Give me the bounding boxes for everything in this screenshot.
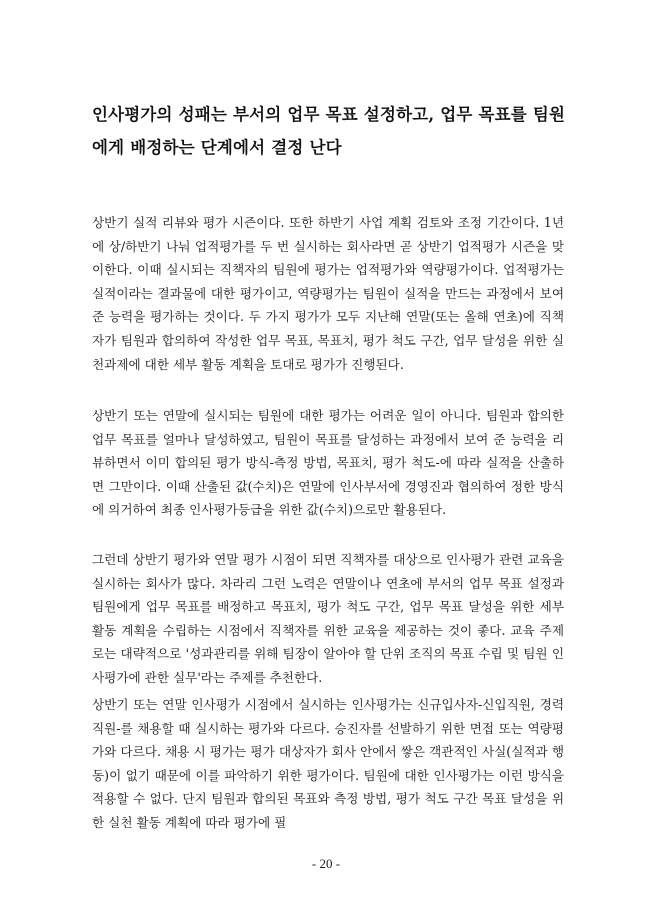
section-title: 인사평가의 성패는 부서의 업무 목표 설정하고, 업무 목표를 팀원에게 배정하는 단계에서 결정 난다	[92, 105, 566, 157]
body-paragraph-3: 그런데 상반기 평가와 연말 평가 시점이 되면 직책자를 대상으로 인사평가 관련 교육을 실시하는 회사가 많다. 차라리 그런 노력은 연말이나 연초에 부서의 업무 목표 설정과 팀원에게 업무 목표를 배정하고 목표치, 평가 척도 구간, 업무 목표 달성을 위한 세부 활동 계획을 수립하는 시점에서 직책자를 위한 교육을 제공하는 것이 좋다. 교육 주제로는 대략적으로 '성과관리를 위해 팀장이 알아야 할 단위 조직의 목표 수립 및 팀원 인사평가에 관한 실무'라는 주제를 추천한다.	[92, 552, 564, 685]
page-number: - 20 -	[311, 856, 341, 871]
body-paragraph-1: 상반기 실적 리뷰와 평가 시즌이다. 또한 하반기 사업 계획 검토와 조정 기간이다. 1년에 상/하반기 나눠 업적평가를 두 번 실시하는 회사라면 곧 상반기 업적평가 시즌을 맞이한다. 이때 실시되는 직책자의 팀원에 평가는 업적평가와 역량평가이다. 업적평가는 실적이라는 결과물에 대한 평가이고, 역량평가는 팀원이 실적을 만드는 과정에서 보여 준 능력을 평가하는 것이다. 두 가지 평가가 모두 지난해 연말(또는 올해 연초)에 직책자가 팀원과 합의하여 작성한 업무 목표, 목표치, 평가 척도 구간, 업무 달성을 위한 실천과제에 대한 세부 활동 계획을 토대로 평가가 진행된다.	[92, 215, 564, 372]
body-paragraph-4: 상반기 또는 연말 인사평가 시점에서 실시하는 인사평가는 신규입사자-신입직원, 경력직원-를 채용할 때 실시하는 평가와 다르다. 승진자를 선발하기 위한 면접 또는 역량평가와 다르다. 채용 시 평가는 평가 대상자가 회사 안에서 쌓은 객관적인 사실(실적과 행동)이 없기 때문에 이를 파악하기 위한 평가이다. 팀원에 대한 인사평가는 이런 방식을 적용할 수 없다. 단지 팀원과 합의된 목표와 측정 방법, 평가 척도 구간 목표 달성을 위한 실천 활동 계획에 따라 평가에 필	[92, 697, 564, 830]
body-paragraph-2: 상반기 또는 연말에 실시되는 팀원에 대한 평가는 어려운 일이 아니다. 팀원과 합의한 업무 목표를 얼마나 달성하였고, 팀원이 목표를 달성하는 과정에서 보여 준 능력을 리뷰하면서 이미 합의된 평가 방식-측정 방법, 목표치, 평가 척도-에 따라 실적을 산출하면 그만이다. 이때 산출된 값(수치)은 연말에 인사부서에 경영진과 협의하여 정한 방식에 의거하여 최종 인사평가등급을 위한 값(수치)으로만 활용된다.	[92, 408, 564, 518]
